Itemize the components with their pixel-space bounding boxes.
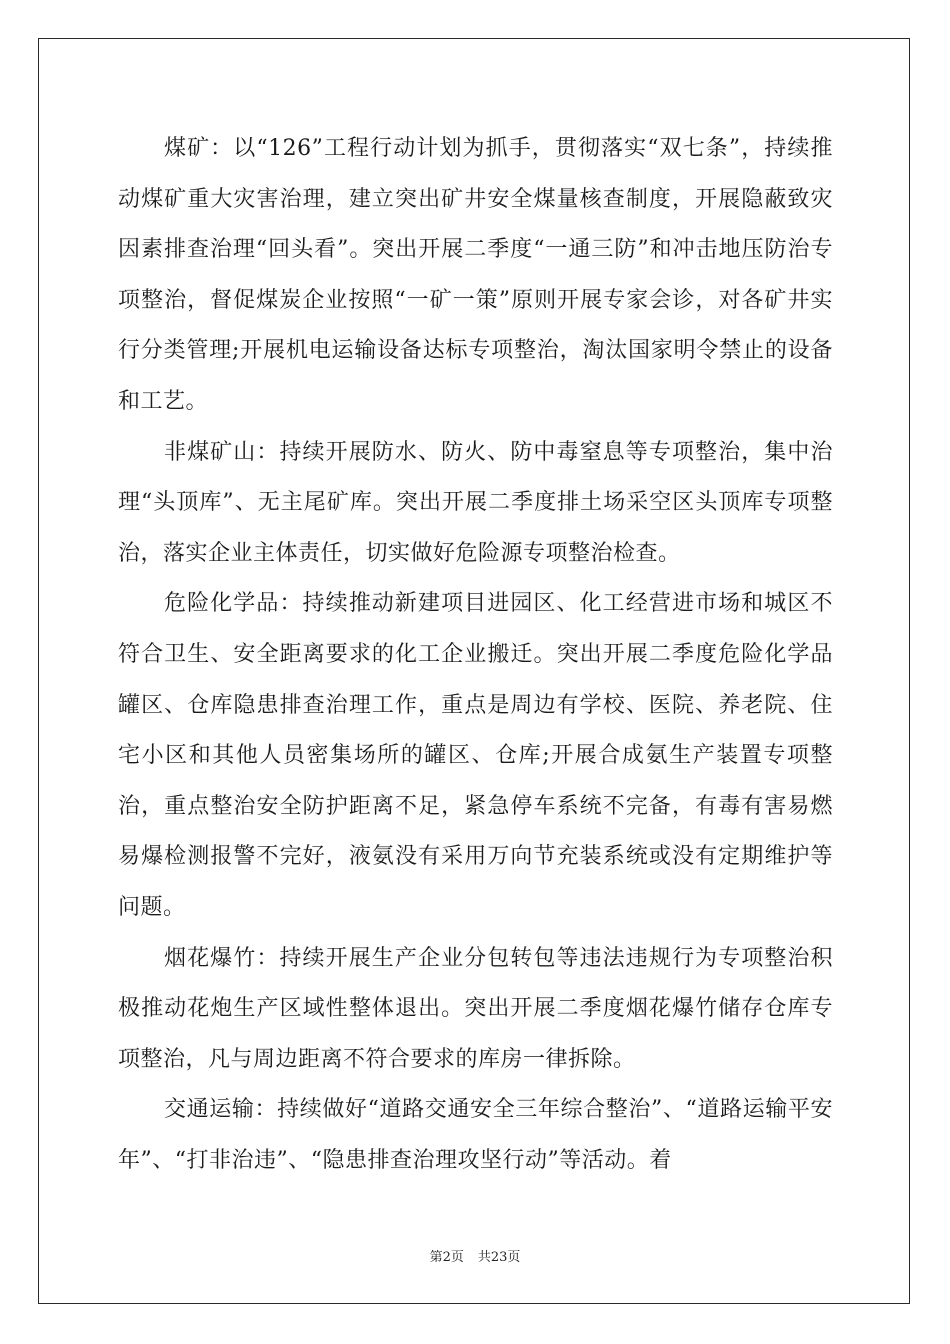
page-total: 共23页 [477, 1250, 521, 1265]
page-footer [0, 1246, 950, 1265]
paragraph-hazardous-chemicals: 危险化学品：持续推动新建项目进园区、化工经营进市场和城区不符合卫生、安全距离要求的化工企业搬迁。突出开展二季度危险化学品罐区、仓库隐患排查治理工作，重点是周边有学校、医院、养老院、住宅小区和其他人员密集场所的罐区、仓库;开展合成氨生产装置专项整治，重点整治安全防护距离不足，紧急停车系统不完备，有毒有害易燃易爆检测报警不完好，液氨没有采用万向节充装系统或没有定期维护等问题。 [118, 591, 833, 920]
page-number: 第2页 [429, 1250, 464, 1265]
paragraph-transportation: 交通运输：持续做好“道路交通安全三年综合整治”、“道路运输平安年”、“打非治违”、“隐患排查治理攻坚行动”等活动。着 [118, 1097, 833, 1173]
paragraph-fireworks: 烟花爆竹：持续开展生产企业分包转包等违法违规行为专项整治积极推动花炮生产区域性整体退出。突出开展二季度烟花爆竹储存仓库专项整治，凡与周边距离不符合要求的库房一律拆除。 [118, 945, 833, 1072]
paragraph-non-coal-mine: 非煤矿山：持续开展防水、防火、防中毒窒息等专项整治，集中治理“头顶库”、无主尾矿库。突出开展二季度排土场采空区头顶库专项整治，落实企业主体责任，切实做好危险源专项整治检查。 [118, 439, 833, 566]
paragraph-coal-mine: 煤矿：以“126”工程行动计划为抓手，贯彻落实“双七条”，持续推动煤矿重大灾害治理，建立突出矿井安全煤量核查制度，开展隐蔽致灾因素排查治理“回头看”。突出开展二季度“一通三防”和冲击地压防治专项整治，督促煤炭企业按照“一矿一策”原则开展专家会诊，对各矿井实行分类管理;开展机电运输设备达标专项整治，淘汰国家明令禁止的设备和工艺。 [118, 136, 833, 414]
document-body [118, 124, 833, 1186]
